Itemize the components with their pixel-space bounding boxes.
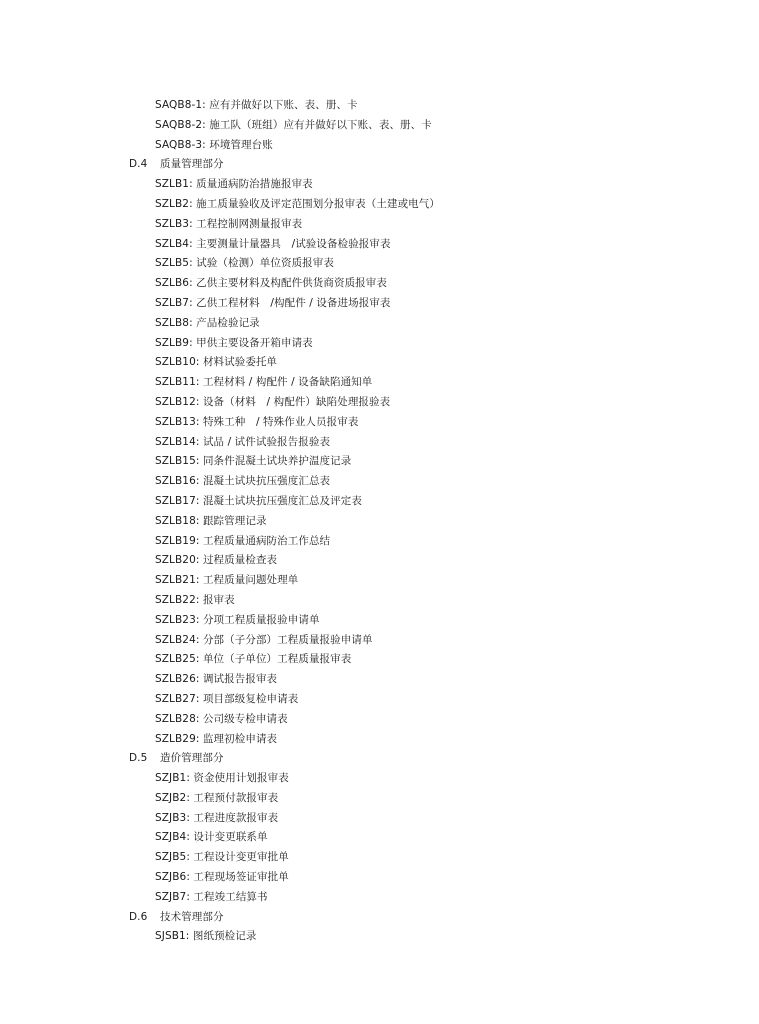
section-number: D.6	[129, 910, 148, 923]
list-item: SZLB20: 过程质量检查表	[155, 554, 278, 567]
list-item: SZLB25: 单位（子单位）工程质量报审表	[155, 653, 352, 666]
section-title: 技术管理部分	[160, 910, 224, 923]
list-item: SZLB13: 特殊工种 / 特殊作业人员报审表	[155, 415, 359, 428]
list-item: SZLB4: 主要测量计量器具 /试验设备检验报审表	[155, 237, 391, 250]
list-item: SZLB6: 乙供主要材料及构配件供货商资质报审表	[155, 277, 387, 290]
list-item: SZLB16: 混凝土试块抗压强度汇总表	[155, 475, 331, 488]
list-item: SZJB4: 设计变更联系单	[155, 831, 268, 844]
list-item: SZLB7: 乙供工程材料 /构配件 / 设备进场报审表	[155, 296, 391, 309]
list-item: SZLB15: 同条件混凝土试块养护温度记录	[155, 455, 352, 468]
section-title: 造价管理部分	[160, 752, 224, 765]
list-item: SZLB19: 工程质量通病防治工作总结	[155, 534, 331, 547]
list-item: SJSB1: 图纸预检记录	[155, 930, 257, 943]
list-item: SZLB17: 混凝土试块抗压强度汇总及评定表	[155, 494, 362, 507]
list-item: SZLB24: 分部（子分部）工程质量报验申请单	[155, 633, 373, 646]
list-item: SZLB9: 甲供主要设备开箱申请表	[155, 336, 313, 349]
list-item: SZLB8: 产品检验记录	[155, 316, 260, 329]
list-item: SAQB8-3: 环境管理台账	[155, 138, 273, 151]
list-item: SZLB28: 公司级专检申请表	[155, 712, 288, 725]
list-item: SZLB27: 项目部级复检申请表	[155, 692, 299, 705]
list-item: SZLB22: 报审表	[155, 593, 235, 606]
section-heading	[0, 155, 759, 175]
list-item: SZLB1: 质量通病防治措施报审表	[155, 178, 313, 191]
list-item: SZLB5: 试验（检测）单位资质报审表	[155, 257, 334, 270]
section-heading	[0, 908, 759, 928]
list-item: SZLB12: 设备（材料 / 构配件）缺陷处理报验表	[155, 395, 391, 408]
section-heading	[0, 749, 759, 769]
list-item: SZLB11: 工程材料 / 构配件 / 设备缺陷通知单	[155, 376, 373, 389]
list-item: SZLB18: 跟踪管理记录	[155, 514, 267, 527]
list-item: SZJB7: 工程竣工结算书	[155, 890, 268, 903]
list-item: SAQB8-1: 应有并做好以下账、表、册、卡	[155, 99, 358, 111]
list-item: SAQB8-2: 施工队（班组）应有并做好以下账、表、册、卡	[155, 118, 432, 131]
list-item: SZLB23: 分项工程质量报验申请单	[155, 613, 320, 626]
list-item: SZLB3: 工程控制网测量报审表	[155, 217, 303, 230]
list-item: SZLB29: 监理初检申请表	[155, 732, 278, 745]
list-item: SZLB14: 试品 / 试件试验报告报验表	[155, 435, 331, 448]
list-item: SZLB10: 材料试验委托单	[155, 356, 278, 369]
document-body	[0, 96, 759, 947]
list-item: SZJB6: 工程现场签证审批单	[155, 871, 289, 884]
section-number: D.5	[129, 752, 148, 765]
list-item: SZJB5: 工程设计变更审批单	[155, 851, 289, 864]
list-item: SZJB1: 资金使用计划报审表	[155, 772, 289, 785]
list-item: SZLB26: 调试报告报审表	[155, 673, 278, 686]
section-title: 质量管理部分	[160, 158, 224, 171]
list-item: SZLB21: 工程质量问题处理单	[155, 574, 299, 587]
list-item: SZLB2: 施工质量验收及评定范围划分报审表（土建或电气）	[155, 197, 440, 210]
list-item: SZJB2: 工程预付款报审表	[155, 791, 279, 804]
section-number: D.4	[129, 158, 148, 171]
list-item: SZJB3: 工程进度款报审表	[155, 811, 279, 824]
